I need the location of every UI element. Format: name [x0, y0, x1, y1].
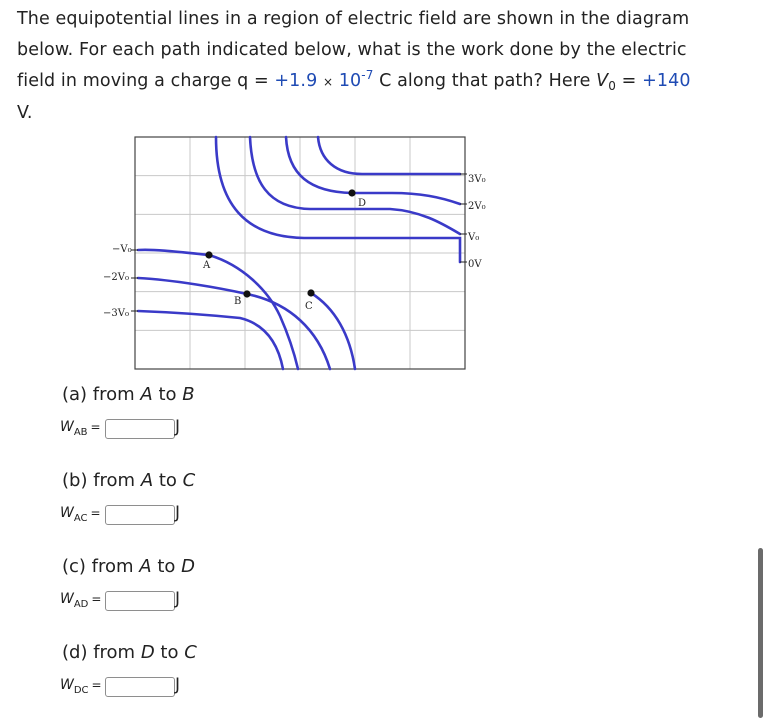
label-neg-v0: −V₀	[112, 244, 132, 255]
part-d-label: (d) from D to C	[62, 642, 197, 663]
point-a-dot	[205, 251, 212, 258]
charge-mantissa: +1.9	[274, 71, 318, 91]
w-ab-label: $W_{AB}$ =	[60, 419, 101, 438]
question-line-1: The equipotential lines in a region of electric field are shown in the diagram	[17, 9, 690, 29]
times-sign: ×	[323, 75, 334, 89]
w-ad-input[interactable]	[105, 591, 175, 611]
question-text-mid: C along that path? Here	[373, 71, 597, 91]
question-line-2: below. For each path indicated below, what is the work done by the electric	[17, 40, 687, 60]
point-label-c: C	[305, 301, 313, 312]
charge-base: 10	[338, 71, 362, 91]
point-label-d: D	[358, 198, 367, 209]
v0-value: +140	[642, 71, 691, 91]
equipotential-2v0	[286, 137, 460, 204]
charge-exponent: -7	[361, 68, 374, 82]
v0-subscript: 0	[608, 79, 616, 93]
part-a-label: (a) from A to B	[62, 384, 195, 405]
label-0v: 0V	[468, 259, 482, 270]
w-ad-label: $W_{AD}$ =	[60, 591, 102, 610]
equipotential-neg-3v0	[138, 311, 283, 369]
page-scrollbar[interactable]	[758, 548, 763, 718]
point-label-a: A	[203, 260, 211, 271]
w-ad-unit: J	[175, 589, 181, 609]
w-dc-label: $W_{DC}$ =	[60, 677, 102, 696]
part-c-label: (c) from A to D	[62, 556, 195, 577]
point-d-dot	[348, 189, 355, 196]
equipotential-3v0	[318, 137, 460, 174]
label-3v0: 3V₀	[468, 174, 486, 185]
label-v0: V₀	[468, 232, 480, 243]
point-labels	[202, 198, 366, 312]
path-points	[205, 189, 355, 297]
question-text-pre: field in moving a charge q =	[17, 71, 275, 91]
equals-sign: =	[616, 71, 643, 91]
equipotential-neg-2v0-extra	[311, 293, 355, 369]
right-potential-labels	[460, 174, 486, 270]
w-ab-input[interactable]	[105, 419, 175, 439]
label-2v0: 2V₀	[468, 201, 486, 212]
w-ac-label: $W_{AC}$ =	[60, 505, 101, 524]
v0-symbol: V	[596, 71, 609, 91]
left-potential-labels	[103, 244, 138, 319]
w-ac-unit: J	[175, 503, 181, 523]
point-c-dot	[307, 289, 314, 296]
w-ac-input[interactable]	[105, 505, 175, 525]
w-ab-unit: J	[175, 417, 181, 437]
equipotential-neg-v0	[138, 250, 298, 369]
label-neg-2v0: −2V₀	[103, 272, 129, 283]
w-dc-unit: J	[175, 675, 181, 695]
w-dc-input[interactable]	[105, 677, 175, 697]
part-b-label: (b) from A to C	[62, 470, 196, 491]
label-neg-3v0: −3V₀	[103, 308, 129, 319]
point-label-b: B	[234, 296, 242, 307]
point-b-dot	[243, 290, 250, 297]
question-line-4: V.	[17, 103, 33, 123]
